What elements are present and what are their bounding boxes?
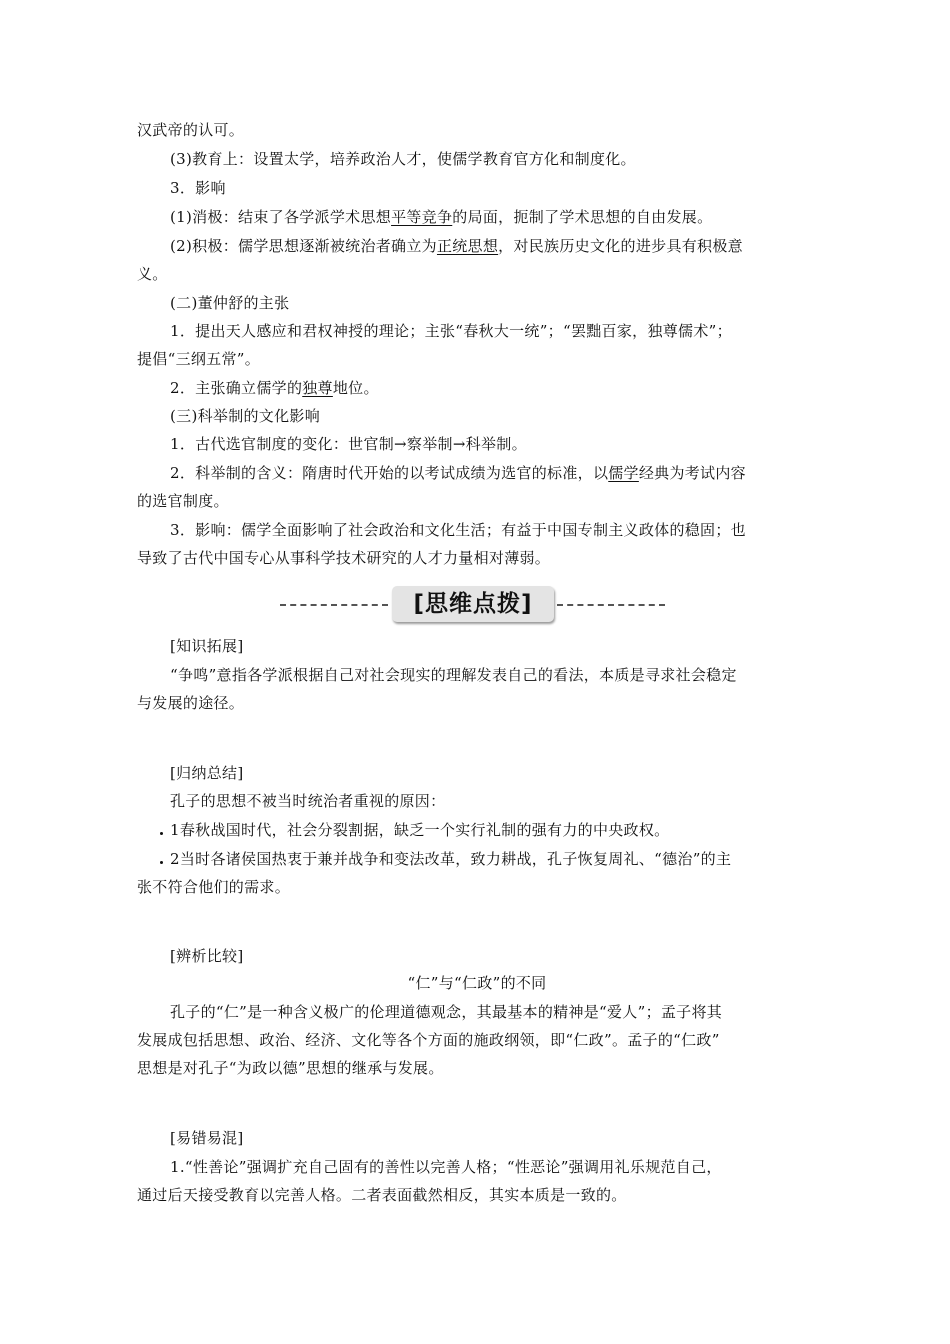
text-line: “争鸣”意指各学派根据自己对社会现实的理解发表自己的看法，本质是寻求社会稳定 <box>170 666 737 684</box>
underlined-term: 独尊 <box>302 379 333 397</box>
text-line: 导致了古代中国专心从事科学技术研究的人才力量相对薄弱。 <box>137 549 551 567</box>
comparison-heading: “仁”与“仁政”的不同 <box>407 974 547 992</box>
text-line: 的选官制度。 <box>137 492 229 510</box>
tag-label: [知识拓展] <box>170 637 244 655</box>
text-span: (2)积极：儒学思想逐渐被统治者确立为 <box>170 237 437 255</box>
list-marker-dot <box>160 861 163 864</box>
section-title: (二)董仲舒的主张 <box>170 294 290 312</box>
tag-label: [归纳总结] <box>170 764 244 782</box>
text-span: 地位。 <box>332 379 379 397</box>
text-span: ，对民族历史文化的进步具有积极意 <box>498 237 743 255</box>
text-line <box>170 374 817 402</box>
text-line: 汉武帝的认可。 <box>137 121 245 139</box>
text-span: 2．主张确立儒学的 <box>170 379 303 397</box>
list-item: 2当时各诸侯国热衷于兼并战争和变法改革，致力耕战，孔子恢复周礼、“德治”的主 <box>170 850 732 868</box>
text-line: 与发展的途径。 <box>137 694 245 712</box>
text-line <box>170 459 817 487</box>
text-line: 思想是对孔子“为政以德”思想的继承与发展。 <box>137 1059 444 1077</box>
text-span: 的局面，扼制了学术思想的自由发展。 <box>452 208 713 226</box>
text-line: 1.“性善论”强调扩充自己固有的善性以完善人格；“性恶论”强调用礼乐规范自己， <box>170 1158 722 1176</box>
tag-label: [易错易混] <box>170 1129 244 1147</box>
underlined-term: 儒学 <box>608 464 639 482</box>
text-line: 孔子的思想不被当时统治者重视的原因： <box>170 792 446 810</box>
text-line: 3．影响：儒学全面影响了社会政治和文化生活；有益于中国专制主义政体的稳固；也 <box>170 521 746 539</box>
subheading: 3．影响 <box>170 179 226 197</box>
section-banner <box>280 584 665 626</box>
list-marker-dot <box>160 832 163 835</box>
section-title: (三)科举制的文化影响 <box>170 407 321 425</box>
text-line: (3)教育上：设置太学，培养政治人才，使儒学教育官方化和制度化。 <box>170 150 636 168</box>
text-span: 经典为考试内容 <box>638 464 746 482</box>
text-line <box>170 203 817 231</box>
dashed-divider <box>557 604 665 606</box>
underlined-term: 平等竞争 <box>391 208 453 226</box>
text-line: 提倡“三纲五常”。 <box>137 350 261 368</box>
text-line: 1．古代选官制度的变化：世官制→察举制→科举制。 <box>170 435 527 453</box>
text-line <box>170 232 817 260</box>
banner-label: [思维点拨] <box>392 586 554 622</box>
text-line: 张不符合他们的需求。 <box>137 878 291 896</box>
dashed-divider <box>280 604 388 606</box>
tag-label: [辨析比较] <box>170 947 244 965</box>
text-span: (1)消极：结束了各学派学术思想 <box>170 208 392 226</box>
text-line: 发展成包括思想、政治、经济、文化等各个方面的施政纲领，即“仁政”。孟子的“仁政” <box>137 1031 720 1049</box>
list-item: 1春秋战国时代，社会分裂割据，缺乏一个实行礼制的强有力的中央政权。 <box>170 821 670 839</box>
text-span: 2．科举制的含义：隋唐时代开始的以考试成绩为选官的标准，以 <box>170 464 609 482</box>
text-line: 1．提出天人感应和君权神授的理论；主张“春秋大一统”；“罢黜百家，独尊儒术”； <box>170 322 732 340</box>
text-line: 义。 <box>137 265 168 283</box>
underlined-term: 正统思想 <box>436 237 499 255</box>
text-line: 通过后天接受教育以完善人格。二者表面截然相反，其实本质是一致的。 <box>137 1186 627 1204</box>
text-line: 孔子的“仁”是一种含义极广的伦理道德观念，其最基本的精神是“爱人”；孟子将其 <box>170 1003 723 1021</box>
